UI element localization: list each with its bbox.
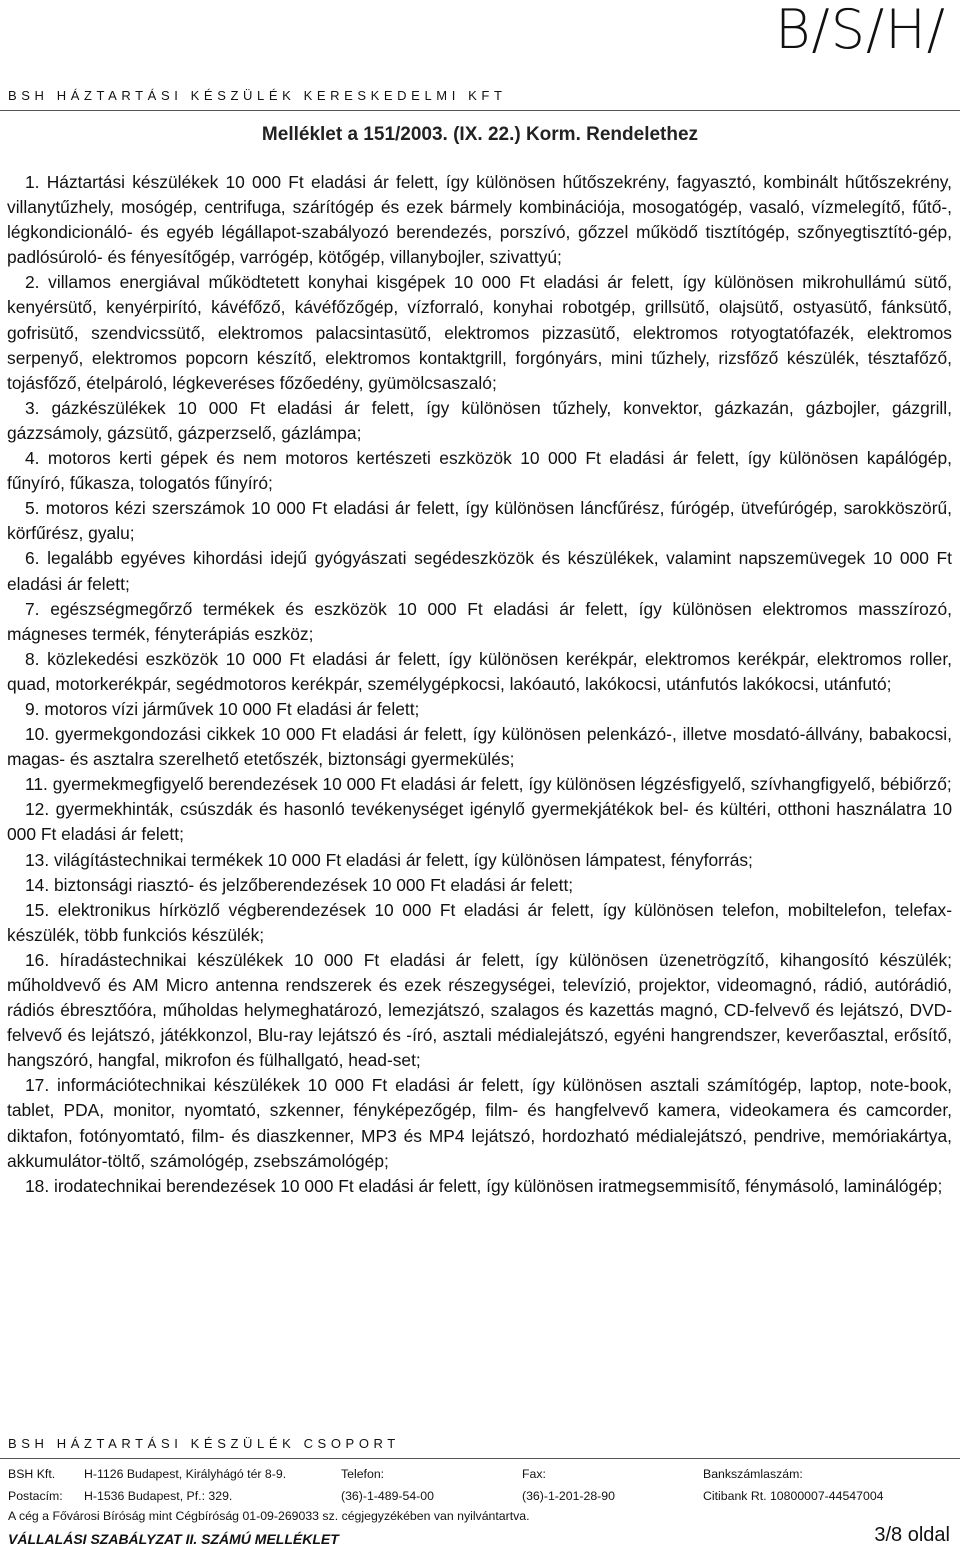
footer-fax: (36)-1-201-28-90	[522, 1489, 615, 1503]
list-item: 2. villamos energiával működtetett konyhai kisgépek 10 000 Ft eladási ár felett, így különösen mikrohullámú sütő, kenyérsütő, kenyérpirító, kávéfőző, kávéfőzőgép, vízforraló, konyhai robotgép, grillsütő, olajsütő, ostyasütő, fánksütő, gofrisütő, szendvicssütő, elektromos palacsintasütő, elektromos pizzasütő, elektromos rotyogtatófazék, elektromos serpenyő, elektromos popcorn készítő, elektromos kontaktgrill, forgónyárs, mini tűzhely, rizsfőző készülék, tésztafőző, tojásfőző, ételpároló, légkeveréses főzőedény, gyümölcsaszaló;	[7, 272, 952, 393]
footer-fax-label: Fax:	[522, 1467, 546, 1481]
list-item: 10. gyermekgondozási cikkek 10 000 Ft eladási ár felett, így különösen pelenkázó-, illetve mosdató-állvány, babakocsi, magas- és asztalra szerelhető etetőszék, biztonsági gyermekülés;	[7, 724, 952, 770]
footer-phone-label: Telefon:	[341, 1467, 385, 1481]
company-name: BSH HÁZTARTÁSI KÉSZÜLÉK KERESKEDELMI KFT	[8, 88, 507, 103]
footer-address: H-1126 Budapest, Királyhágó tér 8-9.	[84, 1467, 287, 1481]
list-item: 3. gázkészülékek 10 000 Ft eladási ár felett, így különösen tűzhely, konvektor, gázkazán, gázbojler, gázgrill, gázzsámoly, gázsütő, gázperzselő, gázlámpa;	[7, 397, 952, 443]
list-item: 15. elektronikus hírközlő végberendezések 10 000 Ft eladási ár felett, így különösen telefon, mobiltelefon, telefax-készülék, több funkciós készülék;	[7, 899, 952, 945]
list-item: 11. gyermekmegfigyelő berendezések 10 000 Ft eladási ár felett, így különösen légzésfigyelő, szívhangfigyelő, bébiőrző;	[25, 774, 952, 795]
bsh-logo: B/S/H/	[775, 0, 946, 61]
list-item: 18. irodatechnikai berendezések 10 000 Ft eladási ár felett, így különösen iratmegsemmisítő, fénymásoló, laminálógép;	[25, 1175, 943, 1196]
footer-bank-account: Citibank Rt. 10800007-44547004	[703, 1489, 884, 1503]
footer-divider	[0, 1458, 960, 1459]
footer-phone: (36)-1-489-54-00	[341, 1489, 434, 1503]
list-item: 13. világítástechnikai termékek 10 000 Ft eladási ár felett, így különösen lámpatest, fényforrás;	[25, 849, 753, 870]
list-item: 14. biztonsági riasztó- és jelzőberendezések 10 000 Ft eladási ár felett;	[25, 874, 574, 895]
list-item: 17. információtechnikai készülékek 10 000 Ft eladási ár felett, így különösen asztali számítógép, laptop, note-book, tablet, PDA, monitor, nyomtató, szkenner, fényképezőgép, film- és hangfelvevő kamera, videokamera és camcorder, diktafon, fotónyomtató, film- és diaszkenner, MP3 és MP4 lejátszó, hordozható médialejátszó, pendrive, memóriakártya, akkumulátor-töltő, számológép, zsebszámológép;	[7, 1075, 952, 1171]
list-item: 12. gyermekhinták, csúszdák és hasonló tevékenységet igénylő gyermekjátékok bel- és kültéri, otthoni használatra 10 000 Ft eladási ár felett;	[7, 799, 952, 845]
list-item: 6. legalább egyéves kihordási idejű gyógyászati segédeszközök és készülékek, valamint napszemüvegek 10 000 Ft eladási ár felett;	[7, 548, 952, 594]
footer-company: BSH Kft.	[8, 1467, 56, 1481]
list-item: 9. motoros vízi járművek 10 000 Ft eladási ár felett;	[25, 698, 420, 719]
document-title: VÁLLALÁSI SZABÁLYZAT II. SZÁMÚ MELLÉKLET	[8, 1531, 339, 1547]
registration-note: A cég a Fővárosi Bíróság mint Cégbíróság 01-09-269033 sz. cégjegyzékében van nyilvántartva.	[8, 1509, 530, 1523]
list-item: 7. egészségmegőrző termékek és eszközök 10 000 Ft eladási ár felett, így különösen elektromos masszírozó, mágneses termék, fényterápiás eszköz;	[7, 598, 952, 644]
list-item: 5. motoros kézi szerszámok 10 000 Ft eladási ár felett, így különösen láncfűrész, fúrógép, ütvefúrógép, sarokköszörű, körfűrész, gyalu;	[7, 498, 952, 544]
group-name: BSH HÁZTARTÁSI KÉSZÜLÉK CSOPORT	[8, 1436, 400, 1451]
list-item: 1. Háztartási készülékek 10 000 Ft eladási ár felett, így különösen hűtőszekrény, fagyasztó, kombinált hűtőszekrény, villanytűzhely, mosógép, centrifuga, szárítógép és ezek bármely kombinációja, mosogatógép, vasaló, vízmelegítő, fűtő-, légkondicionáló- és egyéb légállapot-szabályozó berendezés, porszívó, gőzzel működő tisztítógép, szőnyegtisztító-gép, padlósúroló- és fényesítőgép, varrógép, kötőgép, villanybojler, szivattyú;	[7, 172, 952, 268]
list-item: 4. motoros kerti gépek és nem motoros kertészeti eszközök 10 000 Ft eladási ár felett, így különösen kapálógép, fűnyíró, fűkasza, tologatós fűnyíró;	[7, 448, 952, 494]
footer-bank-label: Bankszámlaszám:	[703, 1467, 803, 1481]
page-number: 3/8 oldal	[874, 1524, 950, 1546]
item-list	[7, 170, 952, 1199]
footer-postal-address: H-1536 Budapest, Pf.: 329.	[84, 1489, 233, 1503]
list-item: 16. híradástechnikai készülékek 10 000 Ft eladási ár felett, így különösen üzenetrögzítő, kihangosító készülék; műholdvevő és AM Micro antenna rendszerek és ezek részegységei, televízió, projektor, videomagnó, rádió, autórádió, rádiós ébresztőóra, műholdas helymeghatározó, lemezjátszó, szalagos és kazettás magnó, CD-felvevő és lejátszó, DVD-felvevő és lejátszó, játékkonzol, Blu-ray lejátszó és -író, asztali médialejátszó, egyéni hangrendszer, keverőasztal, erősítő, hangszóró, hangfal, mikrofon és fülhallgató, head-set;	[7, 949, 952, 1071]
header-divider	[0, 110, 960, 111]
list-item: 8. közlekedési eszközök 10 000 Ft eladási ár felett, így különösen kerékpár, elektromos kerékpár, elektromos roller, quad, motorkerékpár, segédmotoros kerékpár, személygépkocsi, lakóautó, lakókocsi, utánfutós lakókocsi, utánfutó;	[7, 648, 952, 694]
page-title: Melléklet a 151/2003. (IX. 22.) Korm. Rendelethez	[261, 124, 699, 145]
footer-postal-label: Postacím:	[8, 1489, 63, 1503]
